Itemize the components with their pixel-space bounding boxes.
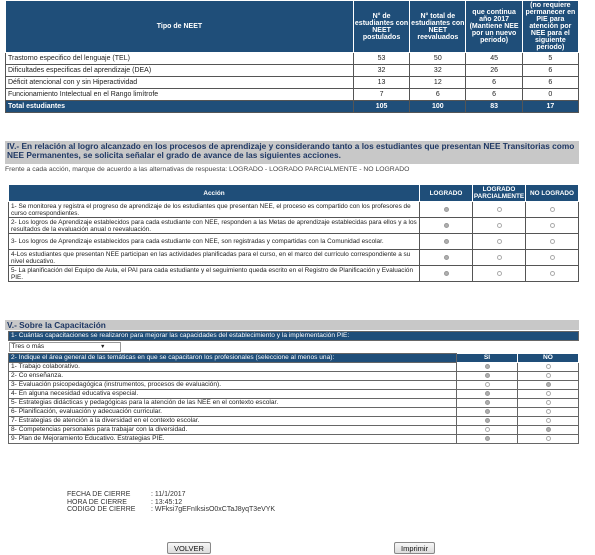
list-item [9, 408, 579, 417]
radio-logrado[interactable] [444, 255, 449, 260]
actions-table [8, 184, 579, 282]
table-row: Trastorno especifico del lenguaje (TEL) 53 50 45 5 [6, 53, 579, 65]
action-text: 4-Los estudiantes que presentan NEE participan en las actividades planificadas para el curso, en el marco del currículo correspondiente a su nivel educativo. [9, 250, 420, 266]
training-text: 2- Co enseñanza. [9, 372, 457, 381]
header-no: NO [518, 354, 579, 363]
question-2: 2- Indique el área general de las temáticas en que se capacitaron los profesionales (seleccione al menos una): [9, 354, 457, 363]
table-row [9, 234, 579, 250]
header-tipo: Tipo de NEET [6, 1, 354, 53]
radio-no-logrado[interactable] [550, 207, 555, 212]
section-5-title: V.- Sobre la Capacitación [5, 320, 579, 330]
radio-no[interactable] [546, 382, 551, 387]
radio-si[interactable] [485, 400, 490, 405]
imprimir-button[interactable]: Imprimir [394, 542, 435, 554]
table-row: Funcionamiento Intelectual en el Rango limítrofe 7 6 6 0 [6, 89, 579, 101]
training-text: 7- Estrategias de atención a la diversidad en el contexto escolar. [9, 417, 457, 426]
training-text: 5- Estrategias didácticas y pedagógicas para la atención de las NEE en el contexto escolar. [9, 399, 457, 408]
capacitaciones-select[interactable] [9, 342, 121, 352]
radio-si[interactable] [485, 391, 490, 396]
radio-logrado-parcialmente[interactable] [497, 255, 502, 260]
codigo-value: : WFksi7gEFnIksisO0xCTaJ8yqT3eVYK [151, 506, 276, 513]
list-item [9, 435, 579, 444]
fecha-value: : 11/1/2017 [151, 491, 186, 498]
radio-logrado-parcialmente[interactable] [497, 239, 502, 244]
table-row [9, 266, 579, 282]
closing-info [67, 491, 275, 514]
header-reevaluados: N° total de estudiantes con NEET reevaluados [410, 1, 466, 53]
radio-logrado-parcialmente[interactable] [497, 271, 502, 276]
radio-no[interactable] [546, 436, 551, 441]
list-item [9, 381, 579, 390]
radio-si[interactable] [485, 427, 490, 432]
action-text: 3- Los logros de Aprendizaje establecidos para cada estudiante con NEE, son registradas y compartidas con la Comunidad escolar. [9, 234, 420, 250]
radio-no-logrado[interactable] [550, 255, 555, 260]
table-row [9, 250, 579, 266]
list-item [9, 372, 579, 381]
section-4-subtitle: Frente a cada acción, marque de acuerdo a las alternativas de respuesta: LOGRADO - LOGRADO PARCIALMENTE - NO LOGRADO [5, 166, 410, 173]
header-continua: que continua año 2017 (Mantiene NEE por un nuevo periodo) [466, 1, 522, 53]
radio-no-logrado[interactable] [550, 223, 555, 228]
training-table [8, 331, 579, 444]
radio-no[interactable] [546, 427, 551, 432]
total-row: Total estudiantes 105 100 83 17 [6, 101, 579, 113]
radio-si[interactable] [485, 382, 490, 387]
codigo-label: CODIGO DE CIERRE [67, 506, 136, 513]
header-postulados: N° de estudiantes con NEET postulados [353, 1, 409, 53]
header-logrado: LOGRADO [420, 185, 473, 202]
header-logrado-parcialmente: LOGRADO PARCIALMENTE [473, 186, 525, 200]
question-1: 1- Cuántas capacitaciones se realizaron para mejorar las capacidades del establecimiento y la implementación PIE: [9, 332, 579, 341]
training-text: 1- Trabajo colaborativo. [9, 363, 457, 372]
chevron-down-icon: ▼ [100, 344, 106, 350]
header-no-logrado: NO LOGRADO [526, 185, 579, 202]
radio-no-logrado[interactable] [550, 239, 555, 244]
section-4-title: IV.- En relación al logro alcanzado en los procesos de aprendizaje y considerando tanto a los estudiantes que presentan NEE Transitorias como NEE Permanentes, se solicita señalar el grado de avance de las siguientes acciones. [5, 141, 579, 164]
radio-no[interactable] [546, 373, 551, 378]
radio-no[interactable] [546, 391, 551, 396]
radio-logrado[interactable] [444, 223, 449, 228]
table-row [9, 218, 579, 234]
neet-table [5, 0, 579, 113]
training-text: 8- Competencias personales para trabajar con la diversidad. [9, 426, 457, 435]
radio-logrado-parcialmente[interactable] [497, 223, 502, 228]
table-row: Dificultades especificas del aprendizaje (DEA) 32 32 26 6 [6, 65, 579, 77]
header-accion: Acción [9, 185, 420, 202]
list-item [9, 390, 579, 399]
training-text: 9- Plan de Mejoramiento Educativo. Estrategias PIE. [9, 435, 457, 444]
list-item [9, 417, 579, 426]
radio-si[interactable] [485, 364, 490, 369]
volver-button[interactable]: VOLVER [167, 542, 211, 554]
radio-no[interactable] [546, 400, 551, 405]
radio-si[interactable] [485, 436, 490, 441]
radio-si[interactable] [485, 418, 490, 423]
list-item [9, 426, 579, 435]
action-text: 5- La planificación del Equipo de Aula, el PAI para cada estudiante y el seguimiento queda escrito en el Registro de Planificación y Evaluación PIE. [9, 266, 420, 282]
hora-value: : 13:45:12 [151, 498, 183, 506]
training-text: 6- Planificación, evaluación y adecuación curricular. [9, 408, 457, 417]
radio-no[interactable] [546, 418, 551, 423]
header-si: SI [457, 354, 518, 363]
radio-no[interactable] [546, 409, 551, 414]
radio-logrado[interactable] [444, 239, 449, 244]
fecha-label: FECHA DE CIERRE [67, 491, 131, 498]
radio-logrado[interactable] [444, 207, 449, 212]
radio-si[interactable] [485, 373, 490, 378]
table-row [9, 202, 579, 218]
list-item [9, 399, 579, 408]
action-text: 2- Los logros de Aprendizaje establecidos para cada estudiante con NEE, responden a las Metas de aprendizaje establecidas para ellos y a los resultados de la evaluación anual o reevaluación. [9, 218, 420, 234]
table-row: Déficit atencional con y sin Hiperactividad 13 12 6 6 [6, 77, 579, 89]
header-no-requiere: (no requiere permanecer en PIE para atención por NEE para el siguiente periodo) [522, 1, 578, 53]
hora-label: HORA DE CIERRE [67, 498, 127, 506]
training-text: 3- Evaluación psicopedagógica (instrumentos, procesos de evaluación). [9, 381, 457, 390]
action-text: 1- Se monitorea y registra el progreso de aprendizaje de los estudiantes que presentan NEE, el proceso es compartido con los profesores de curso correspondientes. [9, 202, 420, 218]
training-text: 4- En alguna necesidad educativa especial. [9, 390, 457, 399]
radio-no-logrado[interactable] [550, 271, 555, 276]
radio-logrado[interactable] [444, 271, 449, 276]
radio-no[interactable] [546, 364, 551, 369]
page [5, 0, 581, 553]
list-item [9, 363, 579, 372]
radio-logrado-parcialmente[interactable] [497, 207, 502, 212]
select-value: Tres o más [11, 343, 45, 350]
radio-si[interactable] [485, 409, 490, 414]
